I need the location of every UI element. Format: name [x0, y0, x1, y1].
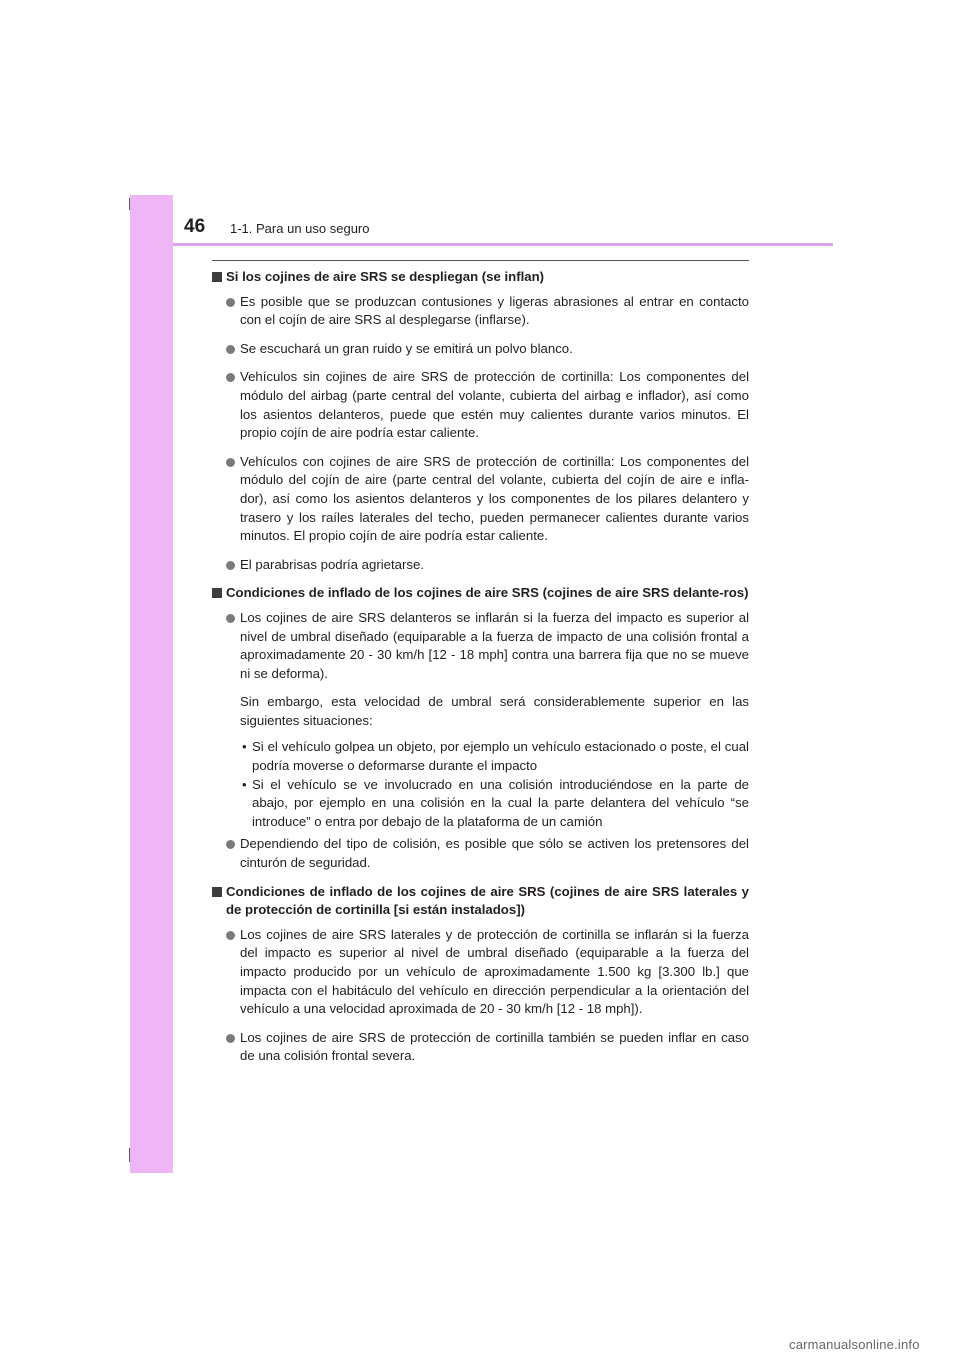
- list-item-text: Los cojines de aire SRS laterales y de protección de cortinilla se inflarán si la fuerza del impacto es superior al nivel de umbral diseñado (equiparable a la fuerza del impacto producido por un vehículo de aproximadamente 1.500 kg [3.300 lb.] que impacta con el habitáculo del vehículo en dirección perpendicular a la orientación del vehículo a una velocidad aproximada de 20 - 30 km/h [12 - 18 mph]).: [240, 926, 749, 1017]
- list-item: [212, 609, 749, 683]
- list-item-text: Los cojines de aire SRS delanteros se inflarán si la fuerza del impacto es superior al nivel de umbral diseñado (equiparable a la fuerza de impacto de una colisión frontal a aproximadamente 20 - 30 km/h [12 - 18 mph] contra una barrera fija que no se mueve ni se deforma).: [240, 609, 749, 681]
- dot-bullet-icon: •: [242, 776, 247, 792]
- square-bullet-icon: [212, 588, 222, 598]
- footer-watermark-url: carmanualsonline.info: [789, 1337, 920, 1352]
- list-item-text: Vehículos sin cojines de aire SRS de protección de cortinilla: Los componentes del módulo del airbag (parte central del volante, cubierta del airbag e inflador), así como los asientos delanteros, puede que estén muy calientes durante varios minutos. El propio cojín de aire podría estar caliente.: [240, 369, 749, 441]
- sub-list-item-text: Si el vehículo se ve involucrado en una colisión introduciéndose en la parte de abajo, por ejemplo en una colisión en la cual la parte delantera del vehículo “se introduce” o entra por debajo de la plataforma de un camión: [252, 776, 749, 829]
- list-item: [212, 1029, 749, 1066]
- dot-bullet-icon: •: [242, 739, 247, 755]
- list-item: [212, 556, 749, 575]
- crop-mark-top: [129, 198, 130, 210]
- circle-bullet-icon: [226, 298, 235, 307]
- circle-bullet-icon: [226, 614, 235, 623]
- sub-list-item-text: Si el vehículo golpea un objeto, por ejemplo un vehículo estacionado o poste, el cual podría moverse o deformarse durante el impacto: [252, 739, 749, 774]
- circle-bullet-icon: [226, 458, 235, 467]
- list-item: [212, 340, 749, 359]
- list-item-text: Dependiendo del tipo de colisión, es posible que sólo se activen los pretensores del cinturón de seguridad.: [240, 836, 749, 871]
- section-title: 1-1. Para un uso seguro: [230, 221, 370, 236]
- circle-bullet-icon: [226, 373, 235, 382]
- circle-bullet-icon: [226, 931, 235, 940]
- section-heading: [212, 584, 749, 603]
- sub-list-item: [212, 776, 749, 832]
- list-item: [212, 293, 749, 330]
- list-item: [212, 835, 749, 872]
- heading-text: Si los cojines de aire SRS se despliegan (se inflan): [226, 269, 545, 284]
- section-heading: [212, 268, 749, 287]
- list-item: [212, 368, 749, 442]
- crop-mark-bottom: [129, 1148, 130, 1162]
- circle-bullet-icon: [226, 345, 235, 354]
- list-item: [212, 453, 749, 546]
- list-item: [212, 926, 749, 1019]
- square-bullet-icon: [212, 887, 222, 897]
- list-item-text: Los cojines de aire SRS de protección de cortinilla también se pueden inflar en caso de una colisión frontal severa.: [240, 1029, 749, 1064]
- circle-bullet-icon: [226, 1034, 235, 1043]
- page-content: [212, 268, 749, 1076]
- list-item-text: El parabrisas podría agrietarse.: [240, 556, 424, 572]
- side-tab-strip: [130, 195, 173, 1173]
- section-heading: [212, 883, 749, 920]
- list-item-text: Se escuchará un gran ruido y se emitirá un polvo blanco.: [240, 340, 573, 356]
- circle-bullet-icon: [226, 840, 235, 849]
- page-number: 46: [184, 216, 206, 237]
- paragraph: Sin embargo, esta velocidad de umbral será considerablemente superior en las siguientes situaciones:: [240, 694, 749, 728]
- header-rule: [173, 243, 833, 246]
- list-item-text: Es posible que se produzcan contusiones y ligeras abrasiones al entrar en contacto con el cojín de aire SRS al desplegarse (inflarse).: [240, 293, 749, 328]
- square-bullet-icon: [212, 272, 222, 282]
- list-item-text: Vehículos con cojines de aire SRS de protección de cortinilla: Los componentes del módulo del cojín de aire (parte central del volante, cubierta del cojín de aire e infla-dor), así como los asientos delanteros y los componentes de los pilares delantero y trasero y los raíles laterales del techo, pueden permanecer calientes durante varios minutos. El propio cojín de aire podría estar caliente.: [240, 453, 749, 544]
- heading-text: Condiciones de inflado de los cojines de aire SRS (cojines de aire SRS delante-ros): [226, 585, 749, 601]
- sub-list-item: [212, 738, 749, 775]
- heading-text: Condiciones de inflado de los cojines de aire SRS (cojines de aire SRS laterales y de protección de cortinilla [si están instalados]): [226, 883, 749, 918]
- circle-bullet-icon: [226, 561, 235, 570]
- content-top-rule: [212, 260, 749, 261]
